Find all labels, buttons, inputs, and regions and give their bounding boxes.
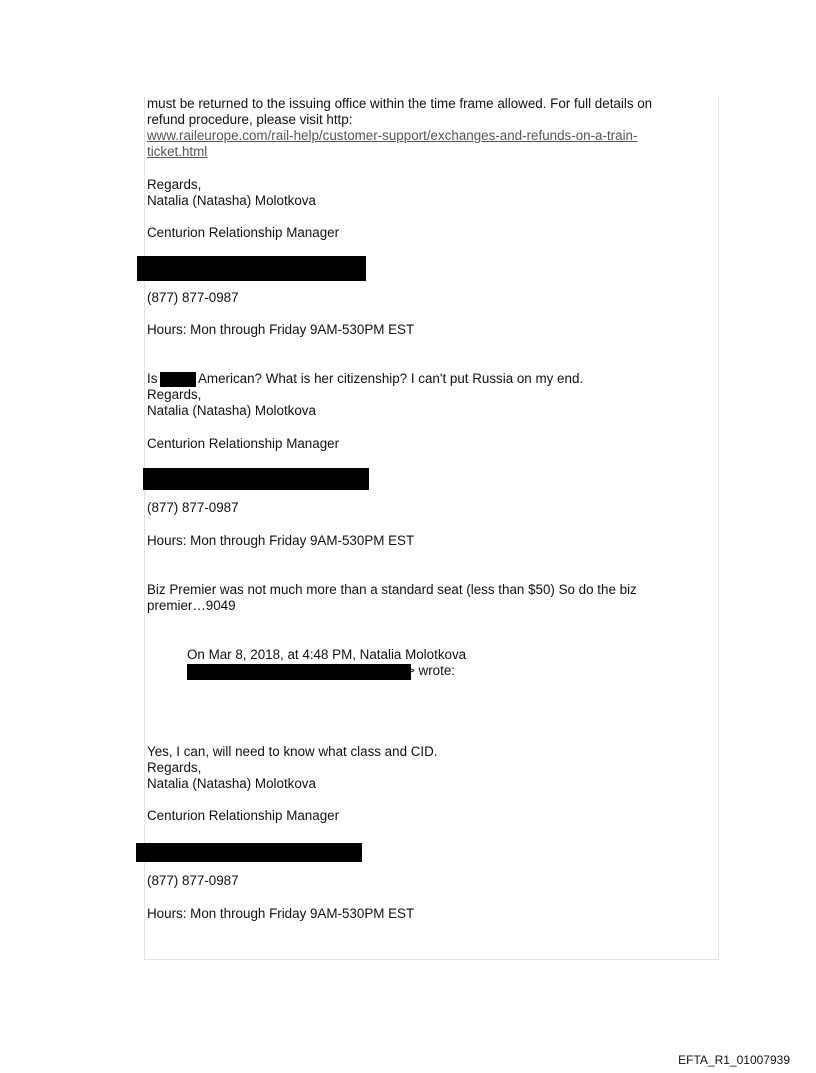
signature-regards: Regards, [147, 177, 202, 192]
refund-link-line-1[interactable]: www.raileurope.com/rail-help/customer-support/exchanges-and-refunds-on-a-train- [147, 128, 638, 143]
redaction-bar [187, 664, 411, 680]
signature-phone: (877) 877-0987 [147, 290, 239, 305]
redaction-bar [160, 372, 196, 387]
signature-name: Natalia (Natasha) Molotkova [147, 776, 316, 791]
signature-hours: Hours: Mon through Friday 9AM-530PM EST [147, 322, 415, 337]
signature-regards: Regards, [147, 760, 202, 775]
document-id: EFTA_R1_01007939 [678, 1053, 790, 1067]
signature-regards: Regards, [147, 387, 202, 402]
reply-text-line-2: premier…9049 [147, 598, 236, 613]
signature-title: Centurion Relationship Manager [147, 808, 340, 823]
redaction-bar [137, 256, 366, 281]
signature-name: Natalia (Natasha) Molotkova [147, 193, 316, 208]
signature-hours: Hours: Mon through Friday 9AM-530PM EST [147, 533, 415, 548]
question-text: American? What is her citizenship? I can't put Russia on my end. [198, 371, 584, 386]
signature-hours: Hours: Mon through Friday 9AM-530PM EST [147, 906, 415, 921]
answer-text: Yes, I can, will need to know what class and CID. [147, 744, 438, 759]
quoted-wrote: > wrote: [407, 663, 456, 678]
refund-text-line-1: must be returned to the issuing office within the time frame allowed. For full details on [147, 96, 653, 111]
reply-text-line-1: Biz Premier was not much more than a standard seat (less than $50) So do the biz [147, 582, 637, 597]
quoted-header: On Mar 8, 2018, at 4:48 PM, Natalia Molotkova [187, 647, 467, 662]
redaction-bar [143, 468, 369, 490]
signature-phone: (877) 877-0987 [147, 500, 239, 515]
signature-title: Centurion Relationship Manager [147, 436, 340, 451]
refund-text-line-2: refund procedure, please visit http: [147, 112, 353, 127]
question-prefix: Is [147, 371, 158, 386]
redaction-bar [136, 843, 362, 862]
signature-title: Centurion Relationship Manager [147, 225, 340, 240]
signature-name: Natalia (Natasha) Molotkova [147, 403, 316, 418]
refund-link-line-2[interactable]: ticket.html [147, 144, 208, 159]
signature-phone: (877) 877-0987 [147, 873, 239, 888]
